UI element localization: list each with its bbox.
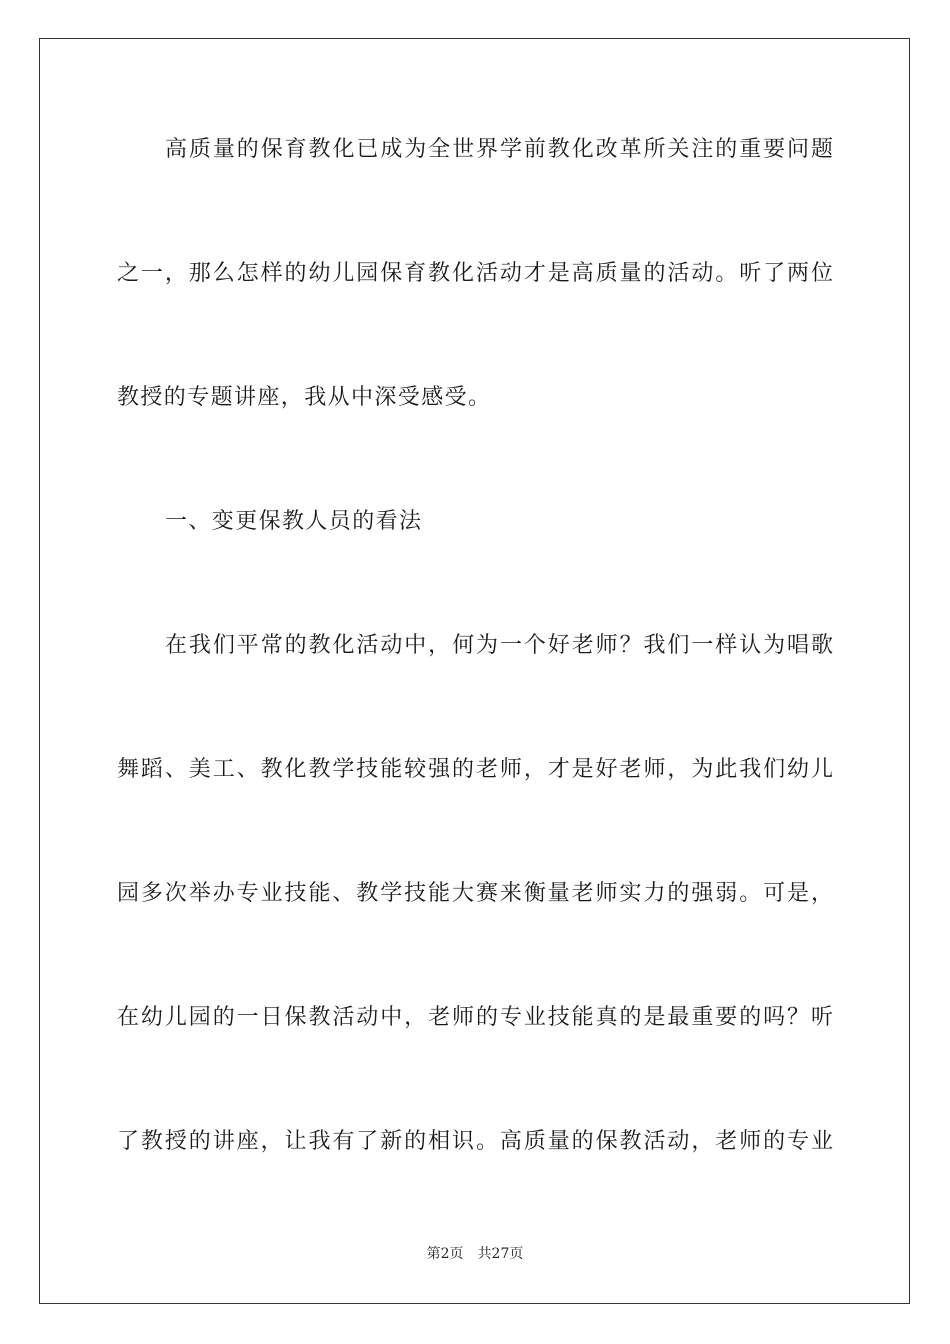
paragraph-3-line-5: 了教授的讲座，让我有了新的相识。高质量的保教活动，老师的专业: [117, 1129, 833, 1154]
page-number: 第2页: [426, 1246, 464, 1262]
paragraph-3-line-2: 舞蹈、美工、教化教学技能较强的老师，才是好老师，为此我们幼儿: [117, 757, 833, 782]
page-frame: [39, 38, 910, 1304]
paragraph-3-line-4: 在幼儿园的一日保教活动中，老师的专业技能真的是最重要的吗？听: [117, 1005, 833, 1030]
page-footer: [0, 1244, 950, 1264]
paragraph-3-line-3: 园多次举办专业技能、教学技能大赛来衡量老师实力的强弱。可是，: [117, 881, 833, 906]
section-heading: 一、变更保教人员的看法: [165, 509, 423, 534]
page-total: 共27页: [477, 1246, 524, 1262]
paragraph-3-line-1: 在我们平常的教化活动中，何为一个好老师？我们一样认为唱歌: [165, 633, 833, 658]
paragraph-1-line-3: 教授的专题讲座，我从中深受感受。: [117, 385, 492, 410]
paragraph-1-line-1: 高质量的保育教化已成为全世界学前教化改革所关注的重要问题: [165, 137, 833, 162]
paragraph-1-line-2: 之一，那么怎样的幼儿园保育教化活动才是高质量的活动。听了两位: [117, 261, 833, 286]
